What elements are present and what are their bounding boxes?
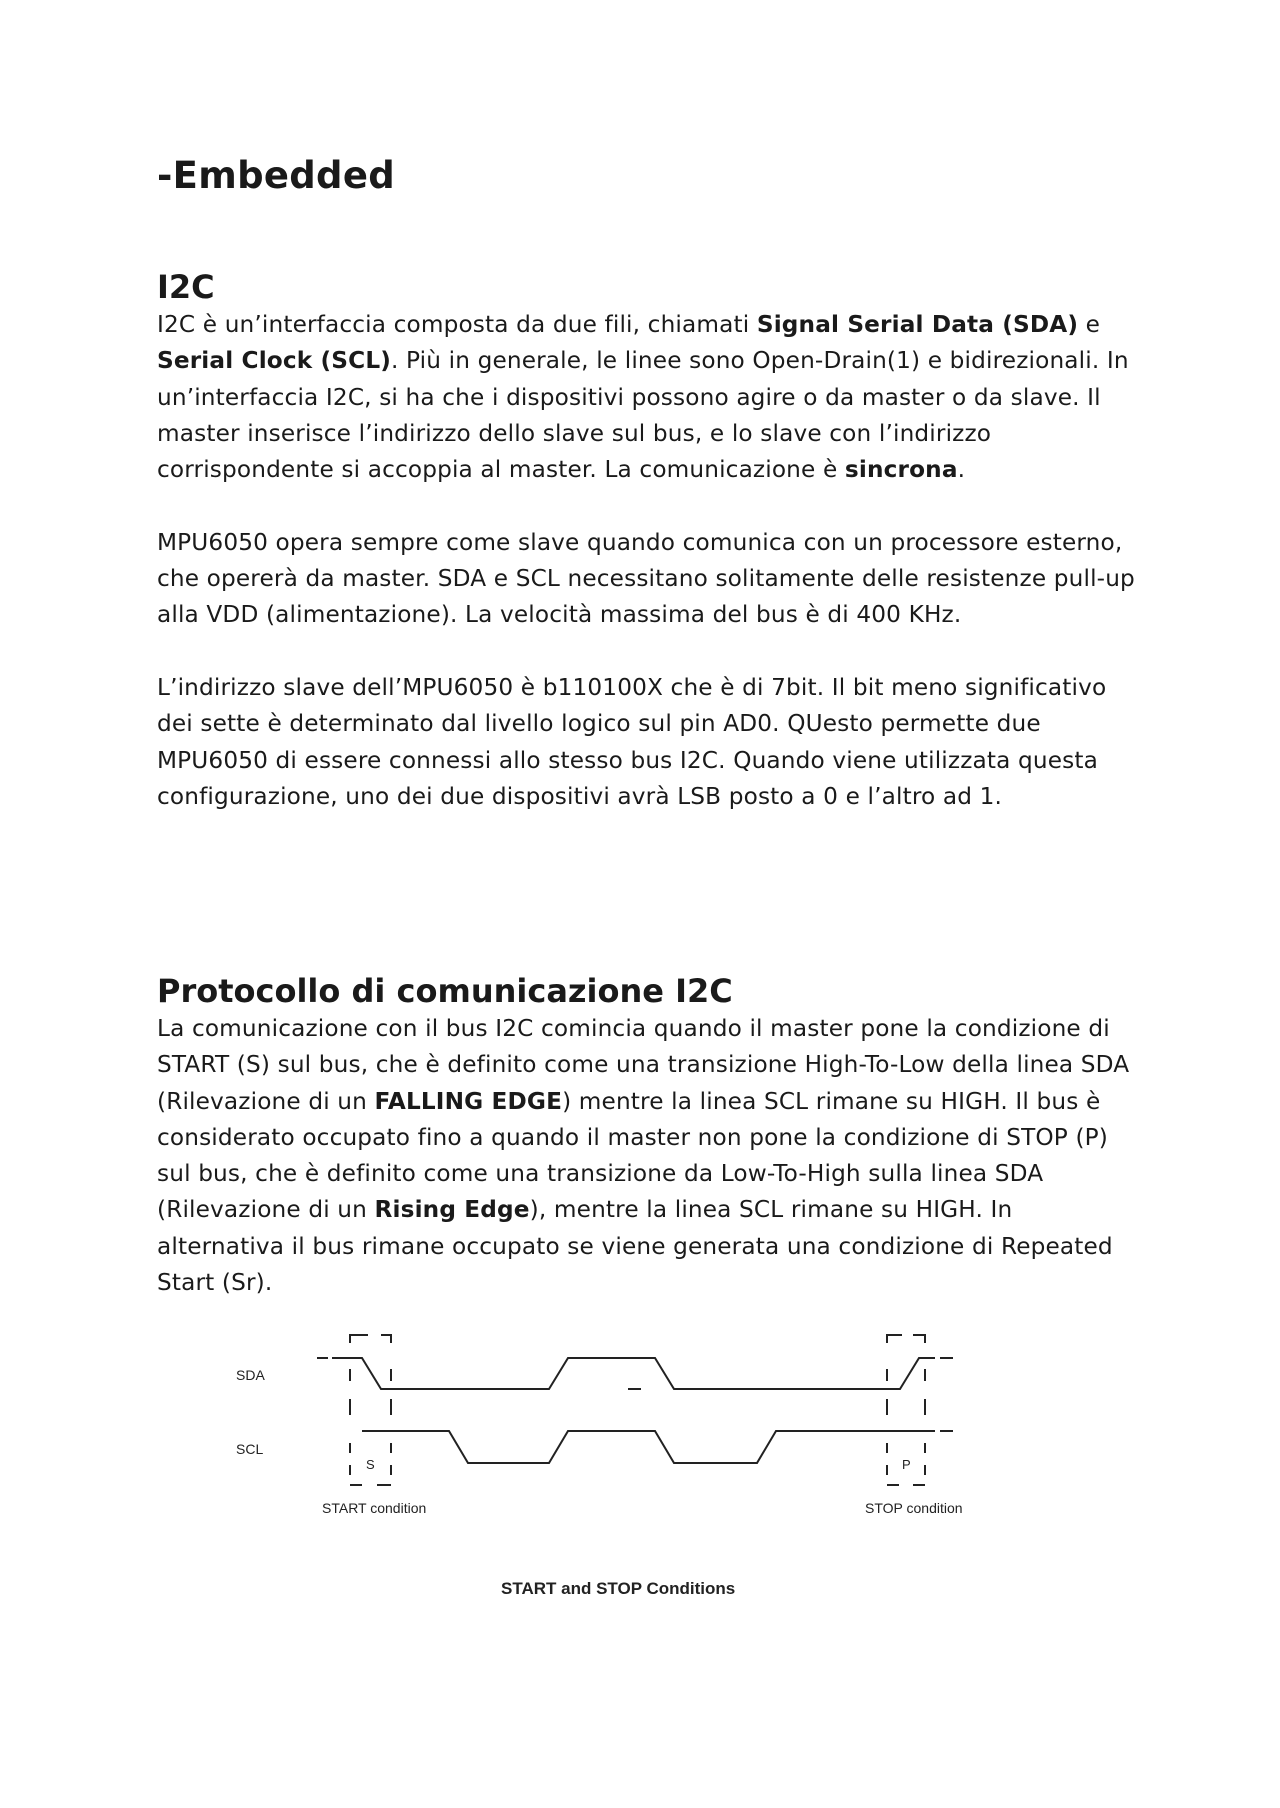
- timing-waveforms: [317, 1335, 953, 1485]
- bold-sda: Signal Serial Data (SDA): [756, 311, 1079, 338]
- bold-rising-edge: Rising Edge: [374, 1196, 530, 1224]
- bold-sincrona: sincrona: [844, 456, 958, 484]
- sda-label: SDA: [236, 1367, 265, 1383]
- start-marker-s: S: [366, 1457, 375, 1472]
- stop-box-top: [887, 1335, 925, 1343]
- scl-label: SCL: [236, 1441, 264, 1457]
- sda-waveform: [332, 1358, 935, 1389]
- stop-condition-label: STOP condition: [865, 1500, 963, 1516]
- start-stop-timing-diagram: [180, 1325, 1040, 1625]
- section-heading-i2c: I2C: [157, 268, 215, 306]
- stop-marker-p: P: [902, 1457, 911, 1472]
- start-box-top: [350, 1335, 391, 1343]
- page-title: -Embedded: [157, 154, 396, 197]
- figure-caption: START and STOP Conditions: [501, 1579, 736, 1598]
- section-heading-protocol: Protocollo di comunicazione I2C: [157, 972, 733, 1010]
- bold-falling-edge: FALLING EDGE: [374, 1087, 563, 1115]
- start-condition-label: START condition: [322, 1500, 427, 1516]
- paragraph-protocol: La comunicazione con il bus I2C comincia quando il master pone la condizione di START (S) sul bus, che è definito come una transizione High-To-Low della linea SDA (Rilevazione di un FALLING EDGE) mentre la linea SCL rimane su HIGH. Il bus è considerato occupato fino a quando il master non pone la condizione di STOP (P) sul bus, che è definito come una transizione da Low-To-High sulla linea SDA (Rilevazione di un Rising Edge), mentre la linea SCL rimane su HIGH. In alternativa il bus rimane occupato se viene generata una condizione di Repeated Start (Sr).: [157, 1015, 1130, 1297]
- paragraph-i2c-intro: I2C è un’interfaccia composta da due fili, chiamati Signal Serial Data (SDA) e Serial Clock (SCL). Più in generale, le linee sono Open-Drain(1) e bidirezionali. In un’interfaccia I2C, si ha che i dispositivi possono agire o da master o da slave. Il master inserisce l’indirizzo dello slave sul bus, e lo slave con l’indirizzo corrispondente si accoppia al master. La comunicazione è sincrona.: [157, 311, 1129, 484]
- section-i2c: [157, 267, 1137, 815]
- scl-waveform: [362, 1431, 935, 1463]
- section-protocol: [157, 971, 1137, 1301]
- bold-scl: Serial Clock (SCL): [157, 347, 391, 375]
- paragraph-mpu6050-slave: MPU6050 opera sempre come slave quando comunica con un processore esterno, che opererà da master. SDA e SCL necessitano solitamente delle resistenze pull-up alla VDD (alimentazione). La velocità massima del bus è di 400 KHz.: [157, 528, 1135, 629]
- paragraph-mpu6050-address: L’indirizzo slave dell’MPU6050 è b110100X che è di 7bit. Il bit meno significativo dei sette è determinato dal livello logico sul pin AD0. QUesto permette due MPU6050 di essere connessi allo stesso bus I2C. Quando viene utilizzata questa configurazione, uno dei due dispositivi avrà LSB posto a 0 e l’altro ad 1.: [157, 673, 1107, 810]
